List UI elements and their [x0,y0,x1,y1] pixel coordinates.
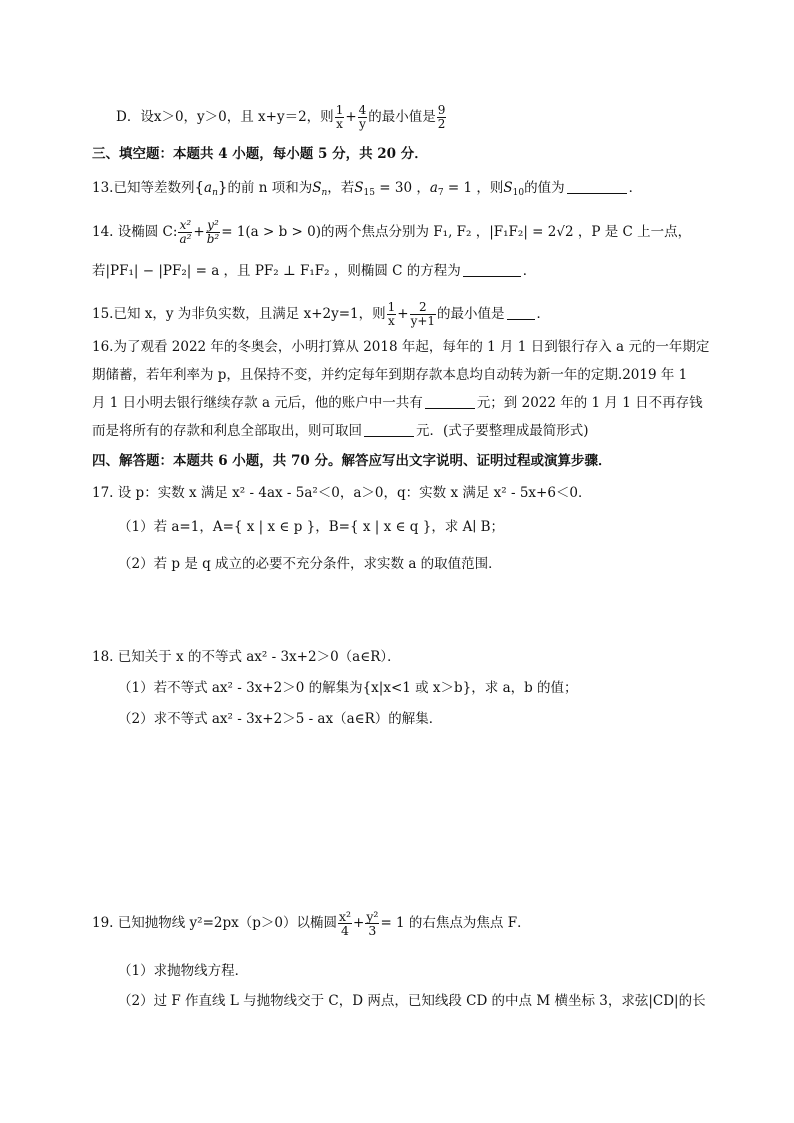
question-15: 15.已知 x，y 为非负实数，且满足 x+2y=1，则 $\frac{1}{x}$ + $\frac{2}{y+1}$ 的最小值是 ． [92,300,551,328]
fraction-x2-over-a2: $\frac{\text{x²}}{\text{a²}}$ [179,218,192,246]
fraction-y2-over-3: $\frac{\text{y²}}{3}$ [366,909,379,938]
section-4-title: 四、解答题：本题共 6 小题，共 70 分。解答应写出文字说明、证明过程或演算步骤． [92,453,612,469]
question-13: 13.已知等差数列$\{a_n\}$的前 n 项和为$S_n$，若$S_{15} = 30$ ，$a_7 = 1$ ，则$S_{10}$的值为 ． [92,178,643,198]
question-17: 17. 设 p：实数 x 满足 x² - 4ax - 5a²＜0，a＞0，q：实数 x 满足 x² - 5x+6＜0． [92,485,592,501]
question-19-part-2: （2）过 F 作直线 L 与抛物线交于 C，D 两点，已知线段 CD 的中点 M 横坐标 3，求弦|CD|的长 [118,993,706,1009]
question-19: 19. 已知抛物线 y²=2px（p＞0）以椭圆 $\frac{\text{x²}}{4}$ + $\frac{\text{y²}}{3}$ = 1 的右焦点为焦点 F． [92,909,531,938]
option-d-prefix: D．设 [116,109,154,125]
set-a: { x | x ∈ p } [233,519,316,535]
fraction-2-over-y-plus-1: $\frac{2}{y+1}$ [410,300,436,328]
question-17-part-1: （1）若 a=1，A={ x | x ∈ p }，B={ x | x ∈ q }，求 A∣ B； [118,519,504,535]
fraction-y2-over-b2: $\frac{\text{y²}}{\text{b²}}$ [206,218,220,246]
fraction-1-over-x-q15: $\frac{1}{x}$ [387,300,396,328]
answer-blank-13[interactable] [567,179,627,194]
question-19-part-1: （1）求抛物线方程． [118,963,249,979]
question-18-part-2: （2）求不等式 ax² - 3x+2＞5 - ax（a∈R）的解集． [118,711,443,727]
question-18: 18. 已知关于 x 的不等式 ax² - 3x+2＞0（a∈R）． [92,649,401,665]
question-18-part-1: （1）若不等式 ax² - 3x+2＞0 的解集为{x|x<1 或 x＞b}，求 a，b 的值； [118,680,578,696]
question-16-line-3: 月 1 日小明去银行继续存款 a 元后，他的账户中一共有 元；到 2022 年的 1 月 1 日不再存钱 [92,395,703,411]
fraction-9-over-2: $\frac{9}{2}$ [437,103,446,131]
answer-blank-14[interactable] [463,262,521,277]
answer-blank-16a[interactable] [425,394,475,409]
fraction-1-over-x: $\frac{1}{x}$ [335,103,344,131]
question-17-part-2: （2）若 p 是 q 成立的必要不充分条件，求实数 a 的取值范围． [118,556,502,572]
fraction-x2-over-4: $\frac{\text{x²}}{4}$ [338,909,352,938]
section-3-title: 三、填空题：本题共 4 小题，每小题 5 分，共 20 分． [92,146,428,162]
question-16-line-4: 而是将所有的存款和利息全部取出，则可取回 元．(式子要整理成最简形式) [92,423,589,439]
answer-blank-16b[interactable] [364,422,414,437]
fraction-4-over-y: $\frac{4}{y}$ [358,103,367,131]
question-16-line-2: 期储蓄，若年利率为 p，且保持不变，并约定每年到期存款本息均自动转为新一年的定期.2019 年 1 [92,367,688,383]
question-14: 14. 设椭圆 C: $\frac{\text{x²}}{\text{a²}}$ + $\frac{\text{y²}}{\text{b²}}$ = 1(a > b > 0)的两个焦点分别为 F₁, F₂ ，|F₁F₂| = 2√2 ，P 是 C 上一点， [92,218,692,246]
question-16-line-1: 16.为了观看 2022 年的冬奥会，小明打算从 2018 年起，每年的 1 月 1 日到银行存入 a 元的一年期定 [92,339,710,355]
option-d: D．设x＞0，y＞0，且 x+y＝2，则 $\frac{1}{x}$ + $\frac{4}{y}$ 的最小值是 $\frac{9}{2}$ [116,103,446,131]
set-b: { x | x ∈ q } [349,519,432,535]
option-d-condition: x＞0，y＞0，且 x+y＝2，则 [153,109,334,125]
answer-blank-15[interactable] [507,305,535,320]
question-14-line-2: 若|PF₁| − |PF₂| = a ，且 PF₂ ⊥ F₁F₂ ，则椭圆 C 的方程为 ． [92,263,537,279]
